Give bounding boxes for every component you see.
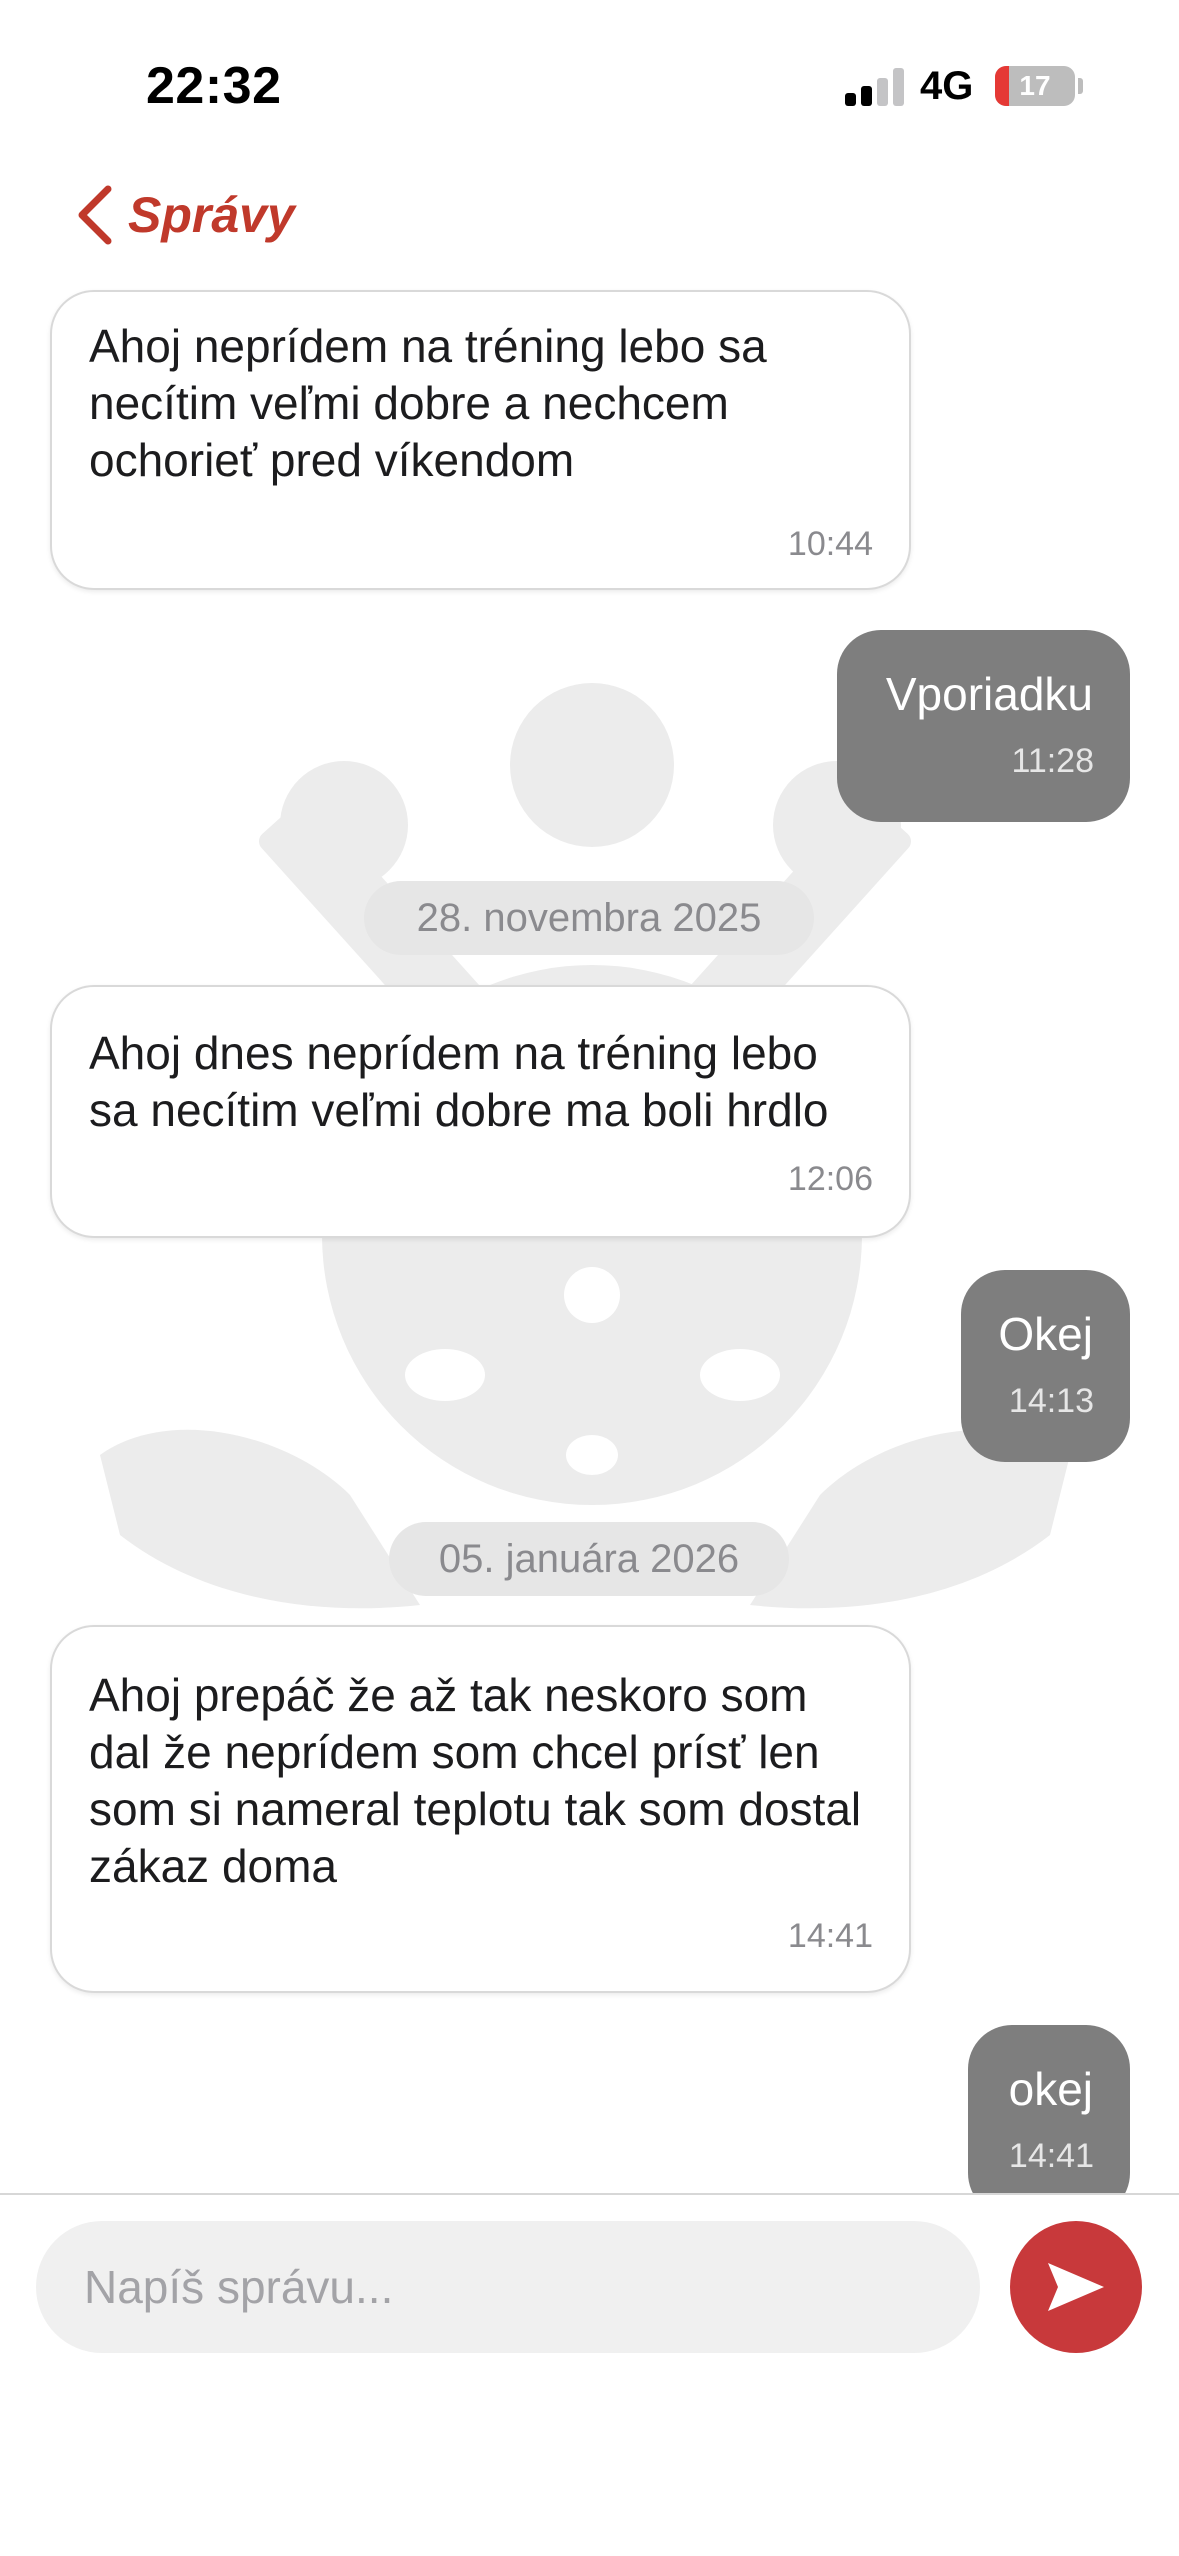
send-button[interactable] bbox=[1010, 2221, 1142, 2353]
signal-icon bbox=[845, 66, 905, 106]
message-text: okej bbox=[1008, 2063, 1093, 2115]
message-time: 14:13 bbox=[1008, 1382, 1094, 1420]
message-time: 10:44 bbox=[787, 525, 873, 563]
network-type: 4G bbox=[920, 64, 974, 108]
message-time: 11:28 bbox=[1011, 742, 1094, 780]
back-label: Správy bbox=[128, 187, 295, 243]
message-text: Ahoj prepáč že až tak neskoro som dal že neprídem som chcel prísť len som si nameral teplotu tak som dostal zákaz doma bbox=[89, 1669, 862, 1892]
message-outgoing[interactable] bbox=[961, 1270, 1130, 1462]
battery-level: 17 bbox=[1019, 70, 1051, 101]
message-time: 12:06 bbox=[787, 1160, 873, 1198]
battery-icon bbox=[995, 66, 1075, 106]
message-input[interactable] bbox=[36, 2221, 980, 2353]
chat-header bbox=[0, 150, 1179, 285]
message-text: Okej bbox=[998, 1308, 1093, 1360]
send-icon bbox=[1044, 2259, 1108, 2315]
battery-tip bbox=[1078, 78, 1083, 94]
chevron-left-icon bbox=[70, 183, 124, 247]
status-time: 22:32 bbox=[146, 57, 282, 115]
date-separator: 05. januára 2026 bbox=[389, 1522, 789, 1596]
message-time: 14:41 bbox=[787, 1917, 873, 1955]
back-button[interactable] bbox=[70, 180, 295, 250]
message-outgoing[interactable] bbox=[968, 2025, 1130, 2193]
message-text: Ahoj dnes neprídem na tréning lebo sa necítim veľmi dobre ma boli hrdlo bbox=[89, 1027, 829, 1136]
message-incoming[interactable] bbox=[50, 985, 911, 1238]
message-list[interactable] bbox=[0, 285, 1179, 2193]
message-incoming[interactable] bbox=[50, 290, 911, 590]
message-text: Vporiadku bbox=[885, 668, 1093, 720]
message-time: 14:41 bbox=[1008, 2137, 1094, 2175]
date-separator: 28. novembra 2025 bbox=[364, 881, 814, 955]
message-incoming[interactable] bbox=[50, 1625, 911, 1993]
message-text: Ahoj neprídem na tréning lebo sa necítim veľmi dobre a nechcem ochorieť pred víkendom bbox=[89, 320, 767, 486]
message-outgoing[interactable] bbox=[837, 630, 1130, 822]
status-bar bbox=[0, 0, 1179, 150]
message-composer bbox=[0, 2193, 1179, 2556]
